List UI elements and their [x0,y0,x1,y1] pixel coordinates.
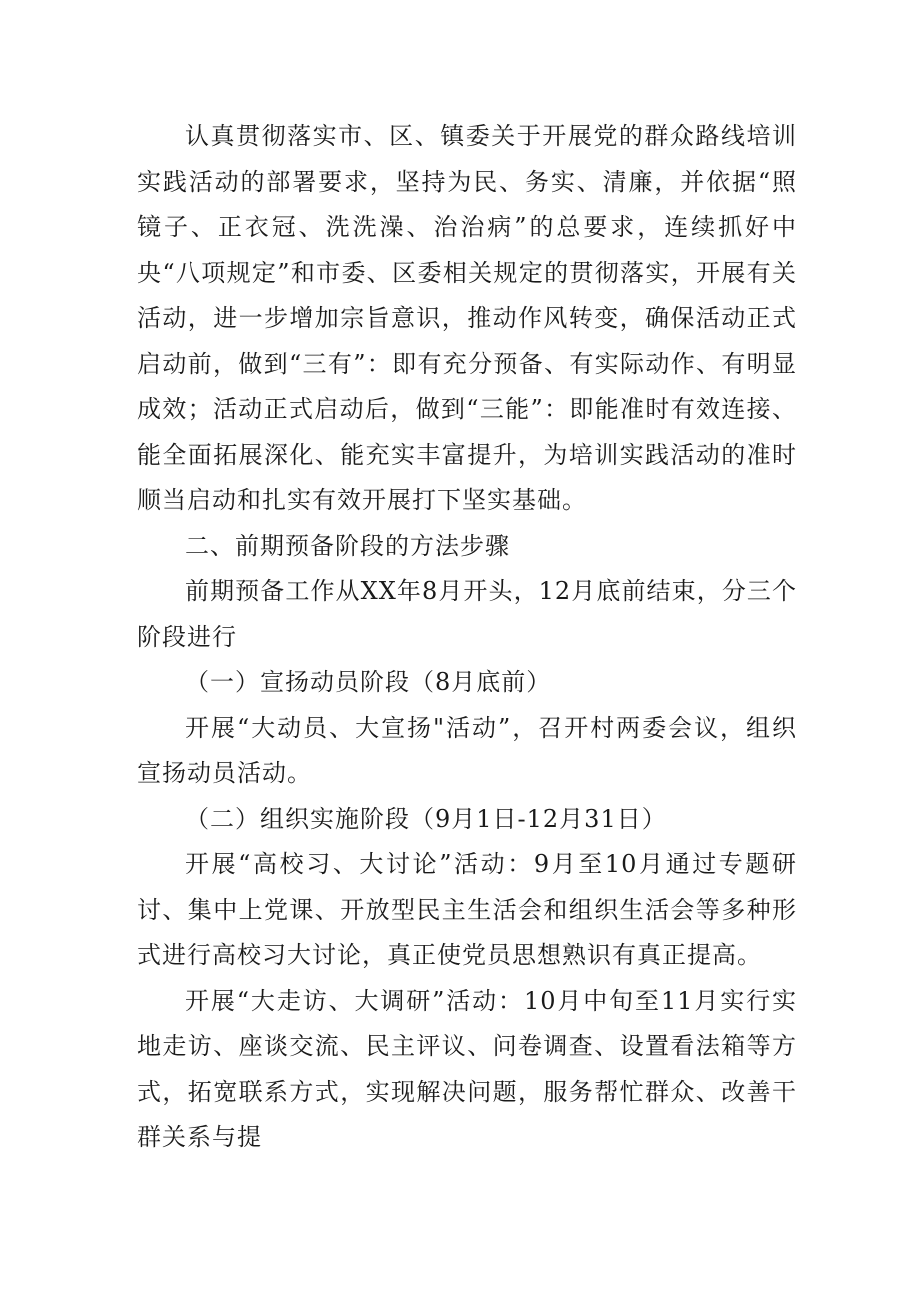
document-body [137,114,797,1161]
section-heading-preparation-methods: 二、前期预备阶段的方法步骤 [185,531,510,560]
paragraph-preparation-schedule: 前期预备工作从XX年8月开头，12月底前结束，分三个阶段进行 [137,577,797,651]
paragraph-study-discussion: 开展“高校习、大讨论”活动：9月至10月通过专题研讨、集中上党课、开放型民主生活会和组织生活会等多种形式进行高校习大讨论，真正使党员思想熟识有真正提高。 [137,850,797,969]
paragraph-stage-one: 开展“大动员、大宣扬"活动”，召开村两委会议，组织宣扬动员活动。 [137,713,797,787]
paragraph-intro: 认真贯彻落实市、区、镇委关于开展党的群众路线培训实践活动的部署要求，坚持为民、务实、清廉，并依据“照镜子、正衣冠、洗洗澡、治治病”的总要求，连续抓好中央“八项规定”和市委、区委相关规定的贯彻落实，开展有关活动，进一步增加宗旨意识，推动作风转变，确保活动正式启动前，做到“三有”：即有充分预备、有实际动作、有明显成效；活动正式启动后，做到“三能”：即能准时有效连接、能全面拓展深化、能充实丰富提升，为培训实践活动的准时顺当启动和扎实有效开展打下坚实基础。 [137,122,797,514]
subheading-stage-two: （二）组织实施阶段（9月1日-12月31日） [185,804,667,833]
paragraph-visit-research: 开展“大走访、大调研”活动：10月中旬至11月实行实地走访、座谈交流、民主评议、问卷调查、设置看法箱等方式，拓宽联系方式，实现解决问题，服务帮忙群众、改善干群关系与提 [137,986,797,1151]
subheading-stage-one: （一）宣扬动员阶段（8月底前） [185,668,552,696]
